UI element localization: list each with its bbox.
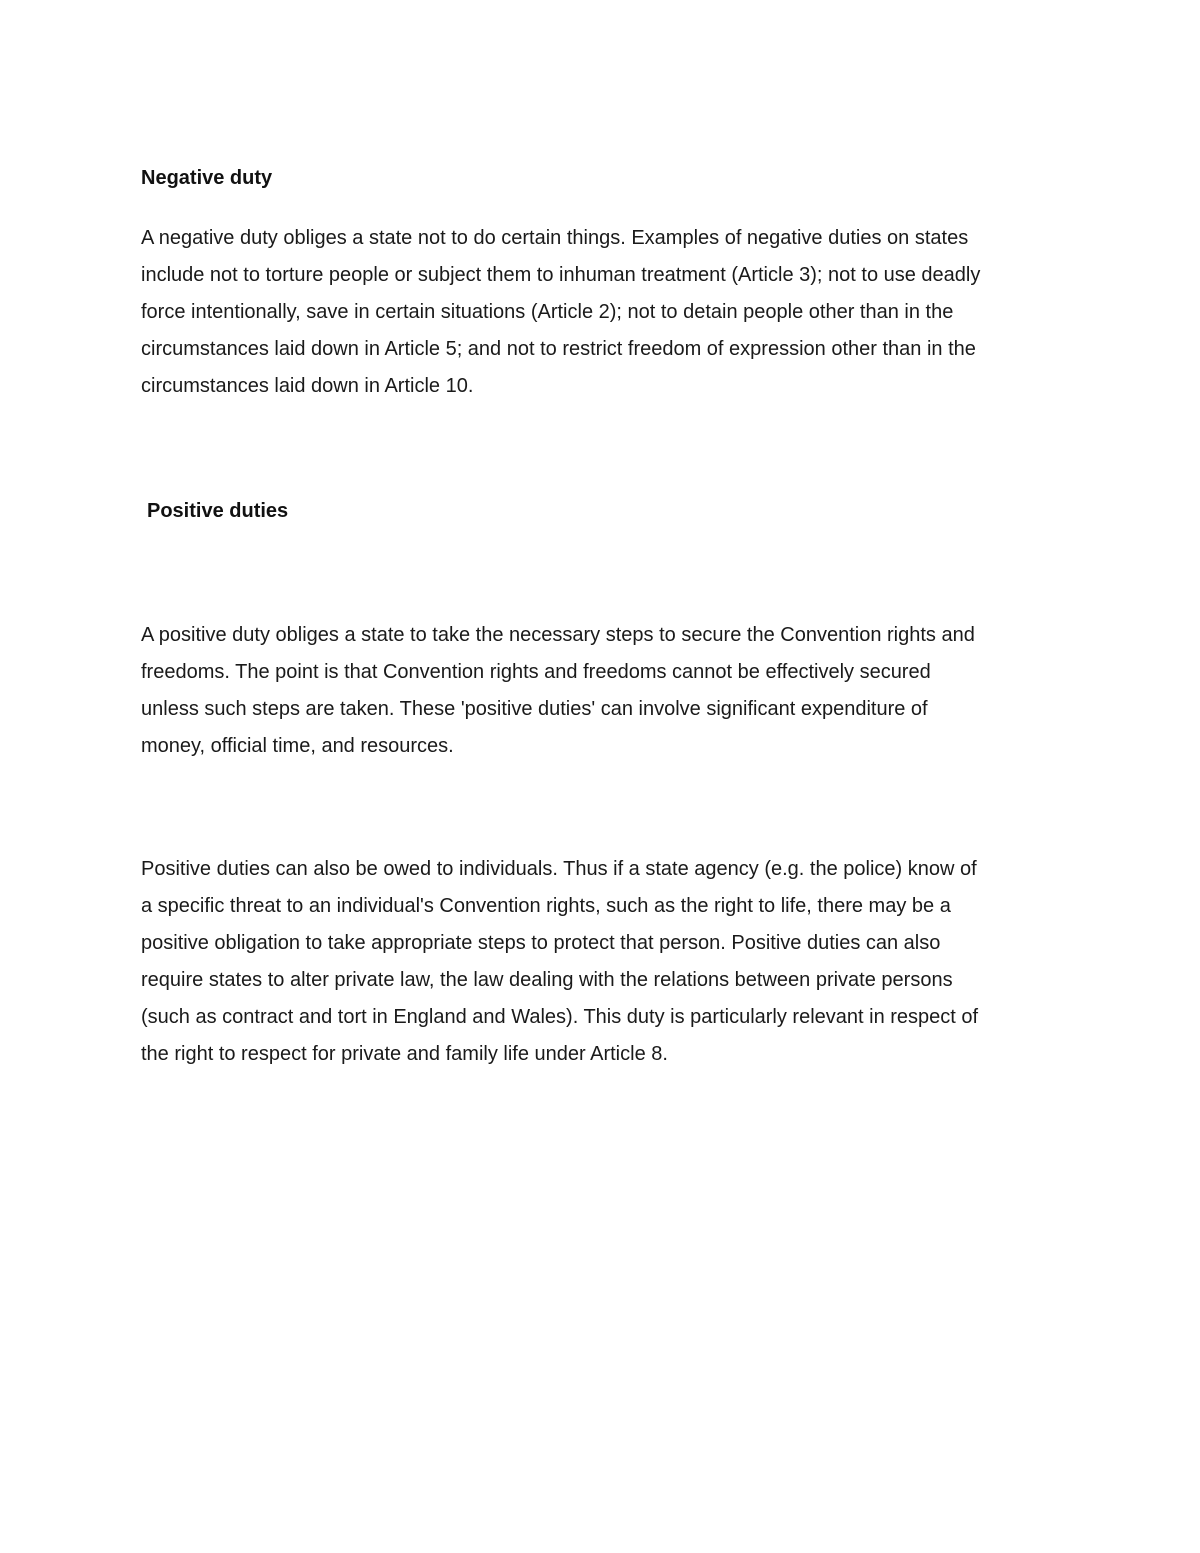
- paragraph-line: money, official time, and resources.: [141, 735, 454, 757]
- negative-duty-paragraph: [141, 220, 1056, 405]
- positive-duties-heading: Positive duties: [147, 500, 289, 522]
- paragraph-line: A negative duty obliges a state not to do certain things. Examples of negative duties on states: [141, 227, 969, 249]
- individual-positive-duties-paragraph: [141, 851, 1056, 1073]
- paragraph-line: (such as contract and tort in England and Wales). This duty is particularly relevant in respect of: [141, 1006, 979, 1028]
- paragraph-line: include not to torture people or subject them to inhuman treatment (Article 3); not to use deadly: [141, 264, 981, 286]
- positive-duty-paragraph: [141, 617, 1056, 765]
- negative-duty-heading: Negative duty: [141, 167, 273, 189]
- paragraph-line: circumstances laid down in Article 5; and not to restrict freedom of expression other than in the: [141, 338, 976, 360]
- paragraph-line: a specific threat to an individual's Convention rights, such as the right to life, there may be a: [141, 895, 951, 917]
- paragraph-line: freedoms. The point is that Convention rights and freedoms cannot be effectively secured: [141, 661, 931, 683]
- paragraph-line: unless such steps are taken. These 'positive duties' can involve significant expenditure of: [141, 698, 928, 720]
- paragraph-line: force intentionally, save in certain situations (Article 2); not to detain people other than in the: [141, 301, 954, 323]
- paragraph-line: the right to respect for private and family life under Article 8.: [141, 1043, 668, 1065]
- paragraph-line: A positive duty obliges a state to take the necessary steps to secure the Convention rights and: [141, 624, 975, 646]
- paragraph-line: Positive duties can also be owed to individuals. Thus if a state agency (e.g. the police) know of: [141, 858, 977, 880]
- paragraph-line: positive obligation to take appropriate steps to protect that person. Positive duties can also: [141, 932, 941, 954]
- paragraph-line: require states to alter private law, the law dealing with the relations between private persons: [141, 969, 953, 991]
- paragraph-line: circumstances laid down in Article 10.: [141, 375, 474, 397]
